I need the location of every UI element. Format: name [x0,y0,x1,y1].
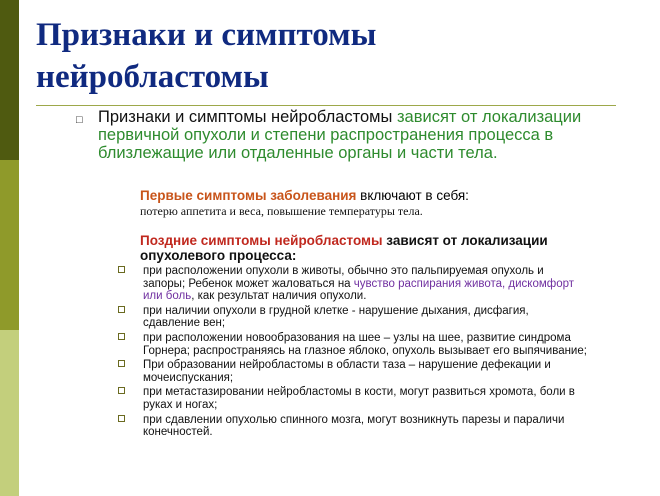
square-bullet-icon [118,333,125,340]
square-bullet-icon [118,415,125,422]
square-bullet-icon [118,266,125,273]
side-bar-light-segment [0,330,19,496]
first-symptoms-detail: потерю аппетита и веса, повышение температуры тела. [140,204,423,218]
first-symptoms-heading: Первые симптомы заболевания [140,188,357,203]
list-item: при расположении опухоли в животы, обычно это пальпируемая опухоль и запоры; Ребенок может жаловаться на чувство распирания живота, дискомфорт или боль, как результат наличия опухоли. [118,265,588,303]
side-decoration-bar [0,0,19,496]
side-bar-dark-segment [0,0,19,160]
main-paragraph-green-text: зависят от локализации первичной опухоли и степени распространения процесса в близлежащие или отдаленные органы и части тела. [98,108,582,162]
main-paragraph [98,108,618,162]
square-bullet-icon [118,306,125,313]
side-bar-mid-segment [0,160,19,330]
late-symptoms-heading: Поздние симптомы нейробластомы [140,233,383,248]
title-underline [36,105,616,106]
list-item: при расположении новообразования на шее – узлы на шее, развитие синдрома Горнера; распространяясь на глазное яблоко, опухоль вызывает его выпячивание; [118,332,588,357]
slide-title [36,14,376,98]
square-bullet-icon [118,387,125,394]
first-symptoms-line [140,188,620,204]
main-bullet-icon: □ [76,114,83,126]
late-symptoms-heading-block [140,233,580,263]
list-item: при сдавлении опухолью спинного мозга, могут возникнуть парезы и параличи конечностей. [118,414,588,439]
slide-title-line2: нейробластомы [36,59,269,95]
square-bullet-icon [118,360,125,367]
late-symptoms-rest: зависят от локализации опухолевого процесса: [140,233,548,263]
late-symptoms-list [118,265,588,441]
list-item: при метастазировании нейробластомы в кости, могут развиться хромота, боли в руках и ногах; [118,386,588,411]
list-item: при наличии опухоли в грудной клетке - нарушение дыхания, дисфагия, сдавление вен; [118,305,588,330]
highlighted-text: чувство распирания живота, дискомфорт или боль [143,277,575,303]
slide-title-line1: Признаки и симптомы [36,17,377,53]
list-item: При образовании нейробластомы в области таза – нарушение дефекации и мочеиспускания; [118,359,588,384]
first-symptoms-rest: включают в себя: [356,188,469,203]
main-paragraph-text: Признаки и симптомы нейробластомы [98,108,397,126]
first-symptoms-block [140,188,620,219]
